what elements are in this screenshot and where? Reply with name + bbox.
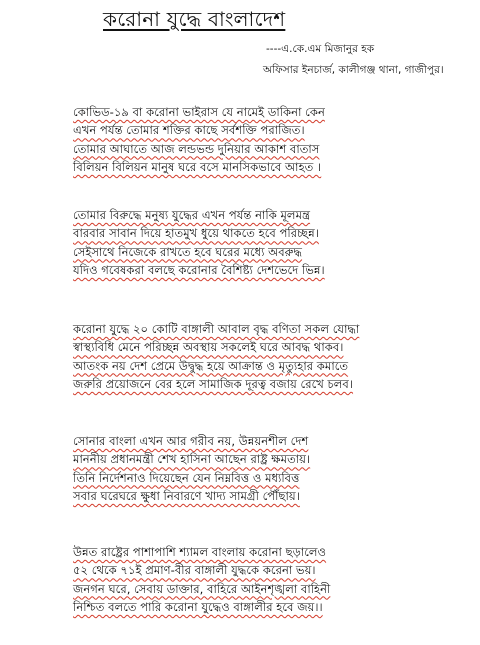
- poem-line: করোনা যুদ্ধে ২০ কোটি বাঙ্গালী আবাল বৃদ্ধ বণিতা সকল যোদ্ধা: [73, 322, 360, 336]
- poem-line: আতংক নয় দেশ প্রেমে উদ্বুদ্ধ হয়ে আক্রান্ত ও মৃত্যুহার কমাতে: [73, 358, 349, 373]
- poem-line: তোমার আঘাতে আজ লন্ডভন্ড দুনিয়ার আকাশ বাতাস: [73, 141, 320, 156]
- stanza-1: [73, 103, 473, 176]
- stanza-4: [73, 432, 473, 505]
- poem-line: তোমার বিরুদ্ধে মনুষ্য যুদ্ধের এখন পর্যন্ত নাকি মূলমন্ত্র: [73, 208, 311, 222]
- poem-line: এখন পর্যন্ত তোমার শক্তির কাছে সর্বশক্তি পরাজিত।: [73, 123, 305, 138]
- poem-line: কোভিড-১৯ বা করোনা ভাইরাস যে নামেই ডাকিনা কেন: [73, 105, 325, 119]
- poem-line: নিশ্চিত বলতে পারি করোনা যুদ্ধেও বাঙ্গালীর হবে জয়।।: [73, 599, 323, 614]
- poem-line: সবার ঘরেঘরে ক্ষুধা নিবারণে খাদ্য সামগ্রী পৌঁছায়।: [73, 488, 300, 503]
- author-designation: অফিসার ইনচার্জ, কালীগঞ্জ থানা, গাজীপুর।: [263, 64, 444, 76]
- stanza-2: [73, 206, 473, 279]
- stanza-5: [73, 543, 473, 616]
- poem-title: করোনা যুদ্ধে বাংলাদেশ: [103, 7, 286, 31]
- poem-line: স্বাস্থ্যবিধি মেনে পরিচ্ছন্ন অবস্থায় সকলেই ঘরে আবদ্ধ থাকব।: [73, 340, 344, 355]
- poem-line: জনগন ঘরে, সেবায় ডাক্তার, বাহিরে আইনশৃঙ্খলা বাহিনী: [73, 581, 331, 596]
- author-line: ----এ.কে.এম মিজানুর হক: [266, 43, 375, 55]
- poem-line: যদিও গবেষকরা বলছে করোনার বৈশিষ্ট্য দেশভেদে ভিন্ন।: [73, 262, 325, 277]
- poem-line: সোনার বাংলা এখন আর গরীব নয়, উন্নয়নশীল দেশ: [73, 434, 309, 448]
- poem-line: তিনি নির্দেশনাও দিয়েছেন যেন নিম্নবিত্ত ও মধ্যবিত্ত: [73, 470, 300, 485]
- stanza-3: [73, 320, 473, 393]
- poem-line: বিলিয়ন বিলিয়ন মানুষ ঘরে বসে মানসিকভাবে আহত ।: [73, 159, 322, 174]
- poem-line: উন্নত রাষ্ট্রের পাশাপাশি শ্যামল বাংলায় করোনা ছড়ালেও: [73, 545, 327, 559]
- poem-line: সেইসাথে নিজেকে রাখতে হবে ঘরের মধ্যে অবরুদ্ধ: [73, 244, 303, 259]
- poem-line: মাননীয় প্রধানমন্ত্রী শেখ হাসিনা আছেন রাষ্ট্র ক্ষমতায়।: [73, 452, 311, 467]
- poem-line: বারবার সাবান দিয়ে হাতমুখ ধুয়ে থাকতে হবে পরিচ্ছন্ন।: [73, 226, 319, 241]
- poem-line: ৫২ থেকে ৭১ই প্রমাণ-বীর বাঙ্গালী যুদ্ধকে করেনা ভয়।: [73, 563, 316, 578]
- poem-line: জরুরি প্রয়োজনে বের হলে সামাজিক দূরত্ব বজায় রেখে চলব।: [73, 376, 354, 391]
